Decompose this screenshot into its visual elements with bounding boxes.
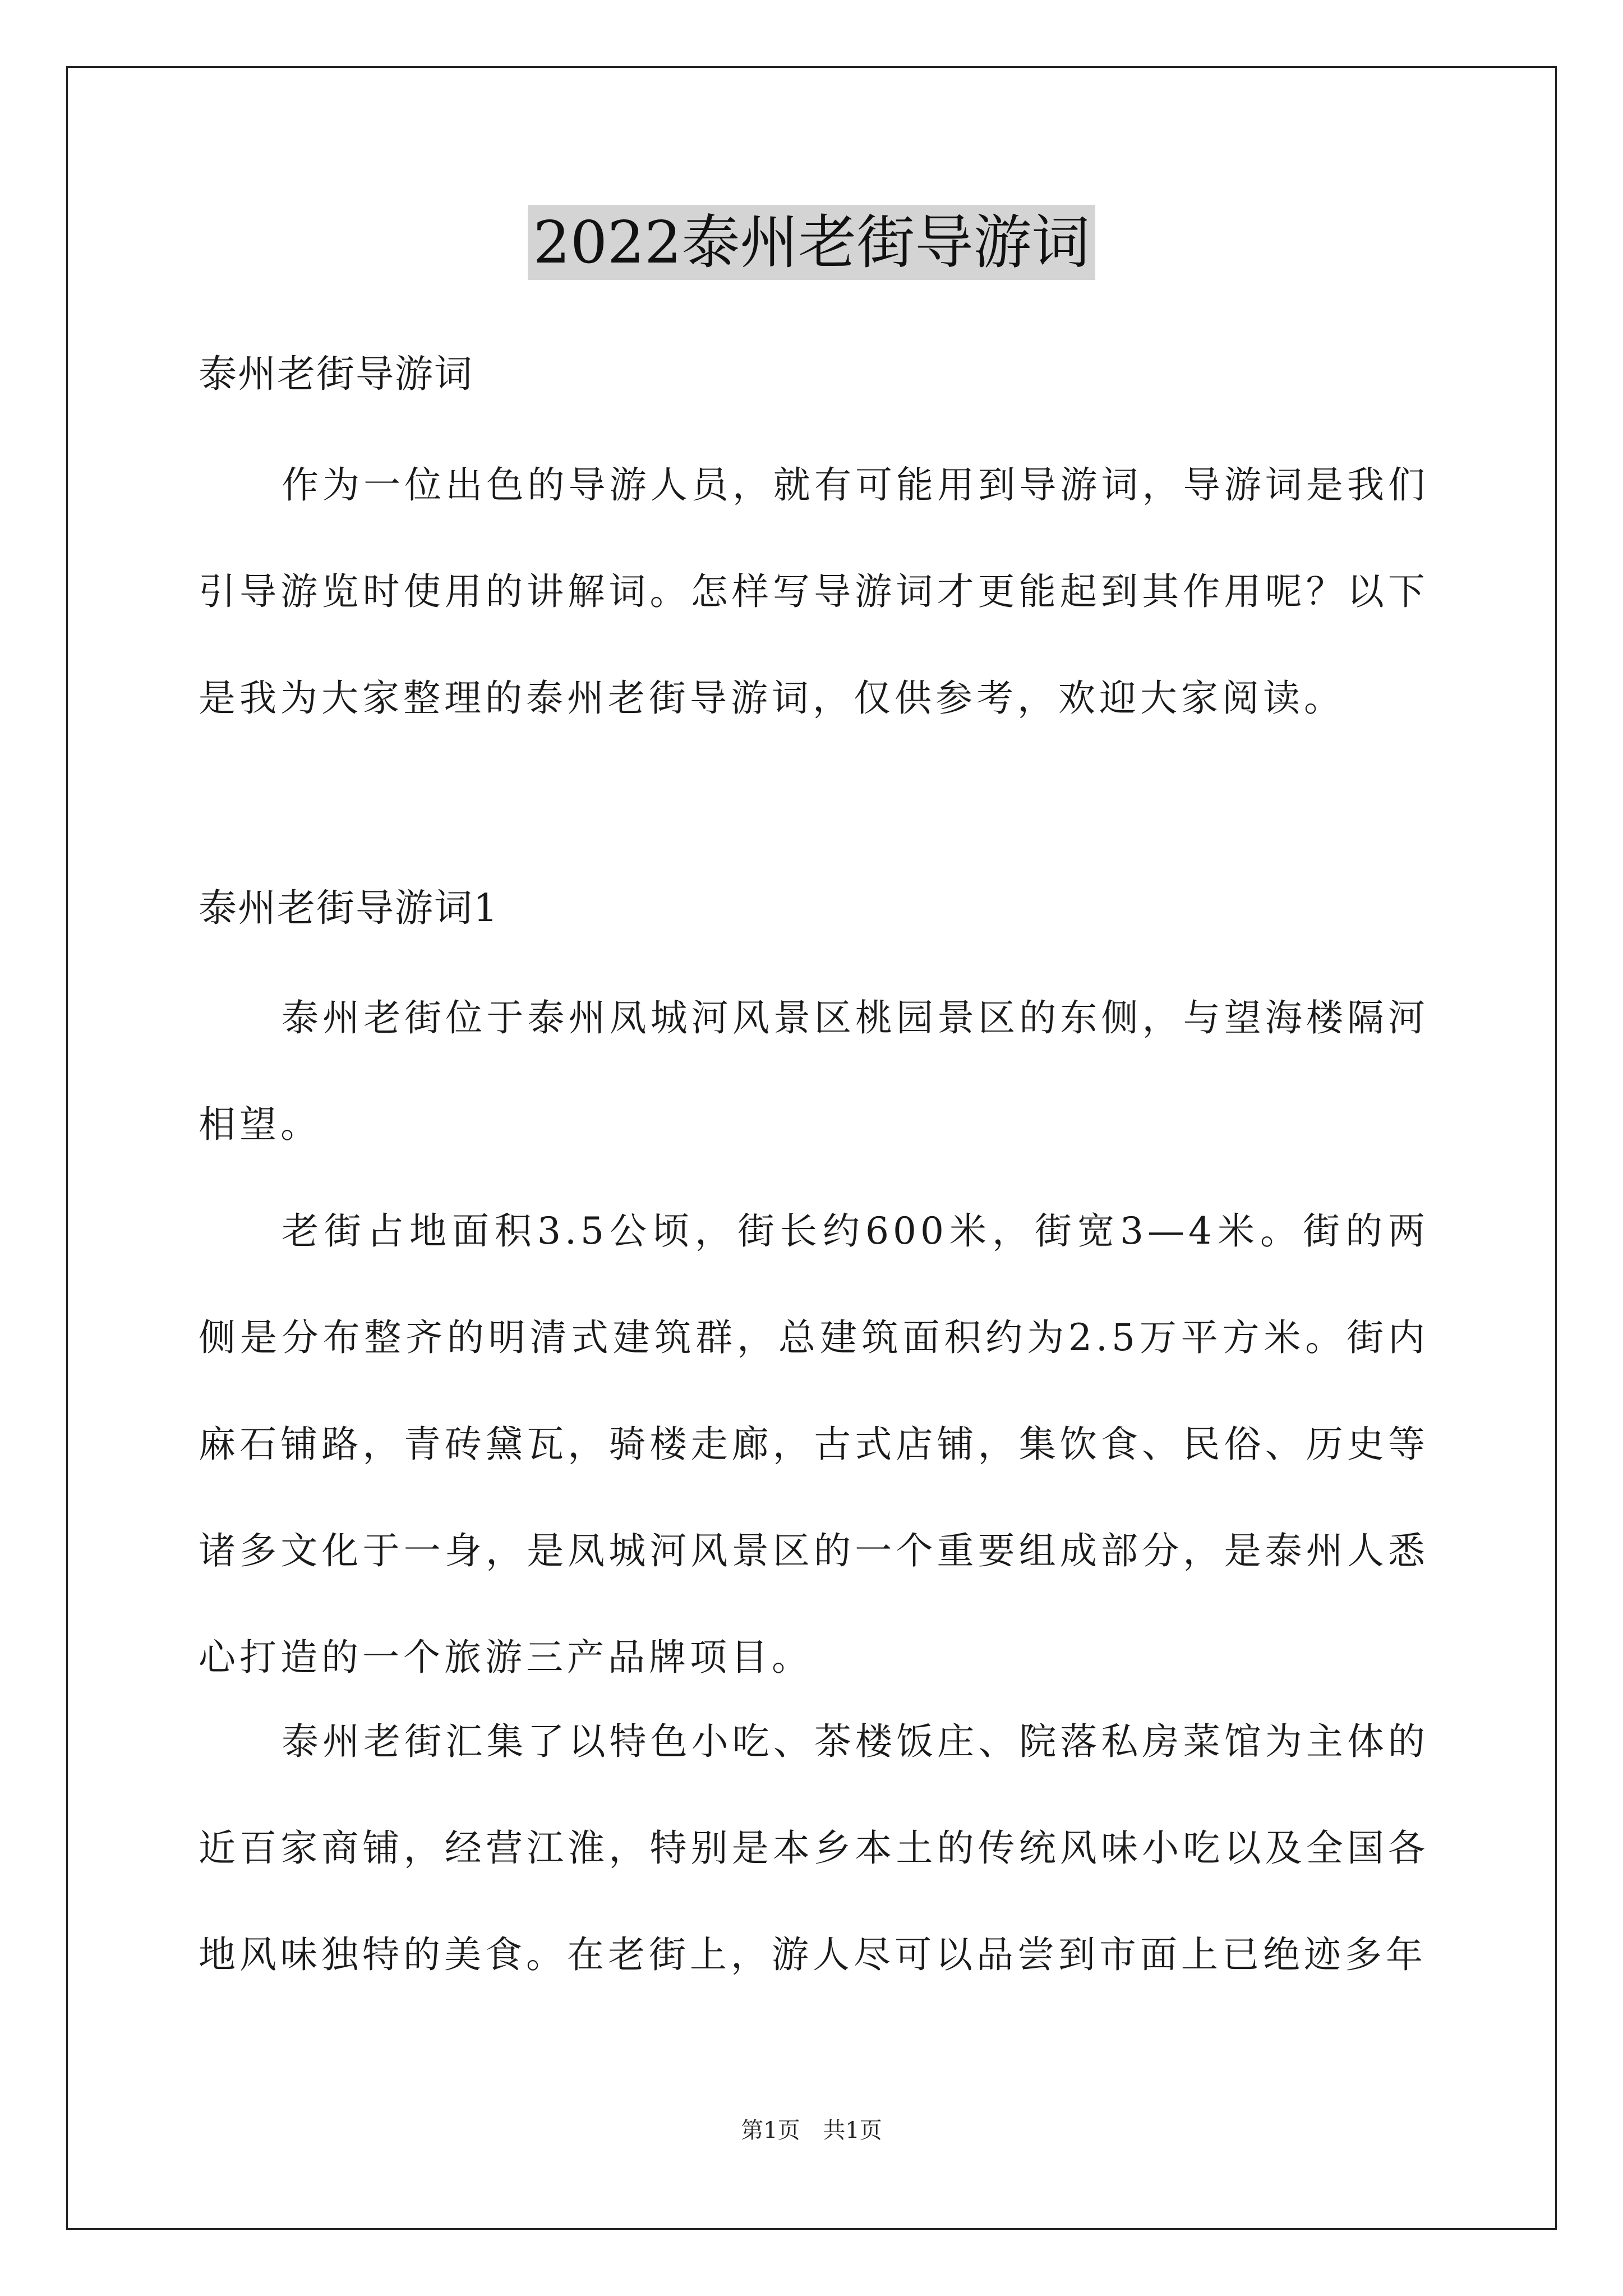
page-number-total: 共1页 — [823, 2118, 882, 2143]
body-paragraph-3: 泰州老街汇集了以特色小吃、茶楼饭庄、院落私房菜馆为主体的近百家商铺，经营江淮，特别是本乡本土的传统风味小吃以及全国各地风味独特的美食。在老街上，游人尽可以品尝到市面上已绝迹多年 — [199, 1720, 1429, 1976]
document-subtitle: 泰州老街导游词 — [199, 352, 474, 397]
section-heading: 泰州老街导游词1 — [199, 886, 499, 931]
body-paragraph-1: 泰州老街位于泰州凤城河风景区桃园景区的东侧，与望海楼隔河相望。 — [199, 996, 1429, 1146]
title-container — [0, 205, 1623, 280]
document-title: 2022泰州老街导游词 — [528, 205, 1096, 280]
page-number-current: 第1页 — [741, 2118, 800, 2143]
page-footer — [0, 2116, 1623, 2145]
body-paragraph-2: 老街占地面积3.5公顷，街长约600米，街宽3—4米。街的两侧是分布整齐的明清式建筑群，总建筑面积约为2.5万平方米。街内麻石铺路，青砖黛瓦，骑楼走廊，古式店铺，集饮食、民俗、历史等诸多文化于一身，是凤城河风景区的一个重要组成部分，是泰州人悉心打造的一个旅游三产品牌项目。 — [199, 1209, 1429, 1679]
intro-paragraph: 作为一位出色的导游人员，就有可能用到导游词，导游词是我们引导游览时使用的讲解词。怎样写导游词才更能起到其作用呢？以下是我为大家整理的泰州老街导游词，仅供参考，欢迎大家阅读。 — [199, 463, 1429, 720]
